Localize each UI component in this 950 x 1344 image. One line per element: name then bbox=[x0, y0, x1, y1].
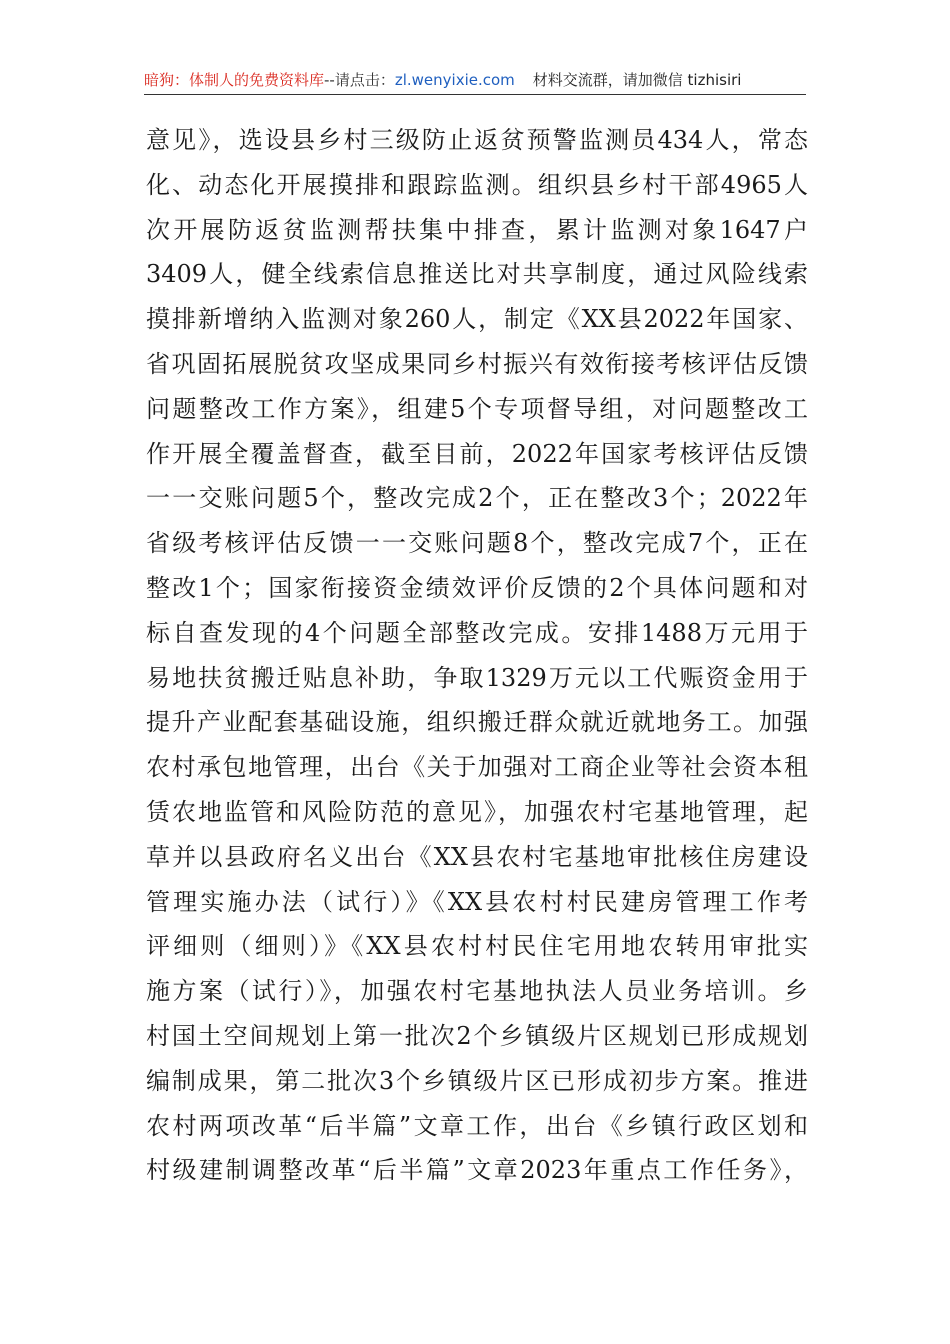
text-line: 意见》，选设县乡村三级防止返贫预警监测员434人，常态 bbox=[146, 126, 808, 154]
body-paragraph bbox=[146, 118, 808, 1193]
header-separator: --请点击： bbox=[324, 71, 395, 89]
header-link[interactable]: zl.wenyixie.com bbox=[394, 71, 515, 89]
text-line: 化、动态化开展摸排和跟踪监测。组织县乡村干部4965人 bbox=[146, 170, 808, 199]
text-line: 村国土空间规划上第一批次2个乡镇级片区规划已形成规划 bbox=[146, 1021, 808, 1050]
text-line: 管理实施办法（试行）》《XX县农村村民建房管理工作考 bbox=[146, 887, 808, 916]
text-line: 一一交账问题5个，整改完成2个，正在整改3个；2022年 bbox=[146, 484, 808, 513]
text-line: 赁农地监管和风险防范的意见》，加强农村宅基地管理，起 bbox=[146, 797, 808, 826]
text-line: 提升产业配套基础设施，组织搬迁群众就近就地务工。加强 bbox=[146, 708, 808, 737]
text-line: 评细则（细则）》《XX县农村村民住宅用地农转用审批实 bbox=[146, 932, 808, 961]
text-line: 省级考核评估反馈一一交账问题8个，整改完成7个，正在 bbox=[146, 529, 808, 558]
text-line: 村级建制调整改革“后半篇”文章2023年重点工作任务》， bbox=[146, 1156, 808, 1185]
header-brand: 暗狗：体制人的免费资料库 bbox=[144, 71, 325, 89]
text-line: 编制成果，第二批次3个乡镇级片区已形成初步方案。推进 bbox=[146, 1066, 808, 1095]
text-line: 整改1个；国家衔接资金绩效评价反馈的2个具体问题和对 bbox=[146, 573, 808, 602]
text-line: 次开展防返贫监测帮扶集中排查，累计监测对象1647户 bbox=[146, 215, 808, 244]
text-line: 省巩固拓展脱贫攻坚成果同乡村振兴有效衔接考核评估反馈 bbox=[146, 349, 808, 378]
text-line: 标自查发现的4个问题全部整改完成。安排1488万元用于 bbox=[146, 618, 808, 647]
text-line: 施方案（试行）》，加强农村宅基地执法人员业务培训。乡 bbox=[146, 977, 808, 1006]
text-line: 易地扶贫搬迁贴息补助，争取1329万元以工代赈资金用于 bbox=[146, 663, 808, 692]
text-line: 农村两项改革“后半篇”文章工作，出台《乡镇行政区划和 bbox=[146, 1111, 808, 1140]
text-line: 草并以县政府名义出台《XX县农村宅基地审批核住房建设 bbox=[146, 842, 808, 871]
text-line: 农村承包地管理，出台《关于加强对工商企业等社会资本租 bbox=[146, 753, 808, 782]
page-header bbox=[144, 68, 806, 95]
text-line: 作开展全覆盖督查，截至目前，2022年国家考核评估反馈 bbox=[146, 439, 808, 468]
text-line: 问题整改工作方案》，组建5个专项督导组，对问题整改工 bbox=[146, 394, 808, 423]
text-line: 摸排新增纳入监测对象260人，制定《XX县2022年国家、 bbox=[146, 305, 808, 334]
text-line: 3409人，健全线索信息推送比对共享制度，通过风险线索 bbox=[146, 260, 808, 289]
header-note: 材料交流群，请加微信 tizhisiri bbox=[532, 71, 742, 89]
